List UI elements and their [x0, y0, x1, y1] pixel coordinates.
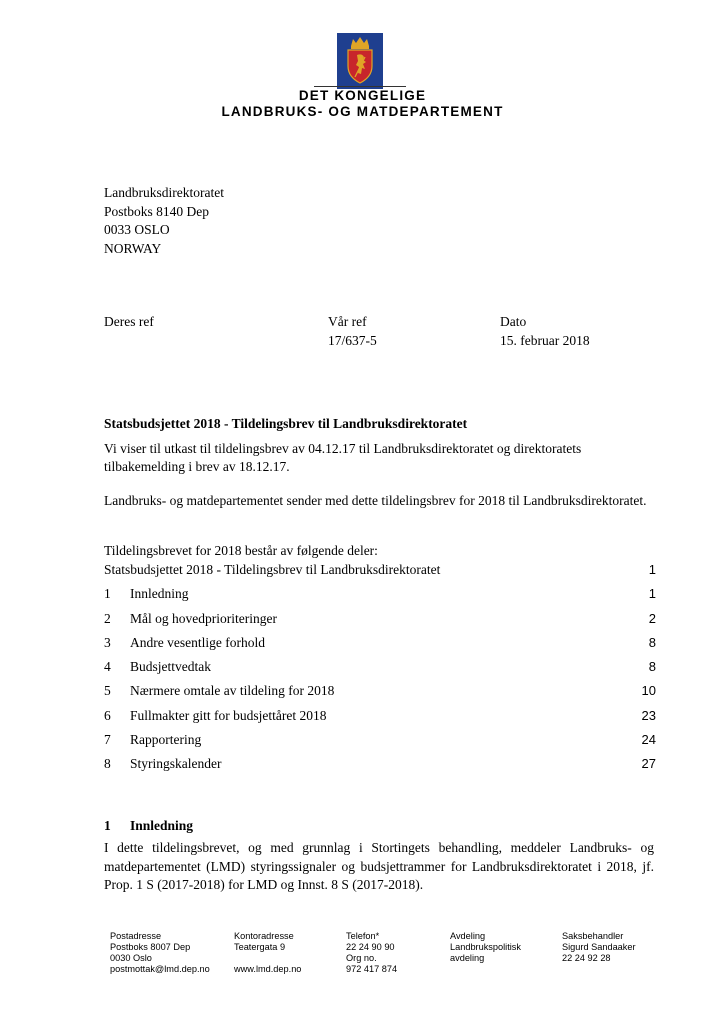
footer-value — [234, 953, 301, 964]
toc-row[interactable] — [104, 755, 656, 779]
logo-title-line1: DET KONGELIGE — [298, 88, 427, 103]
section-title: Innledning — [130, 818, 194, 833]
toc-page: 10 — [641, 683, 656, 699]
toc-title: Budsjettvedtak — [130, 659, 211, 675]
toc-title: Mål og hovedprioriteringer — [130, 610, 277, 626]
section-heading — [104, 818, 193, 834]
toc-title: Statsbudsjettet 2018 - Tildelingsbrev til Landbruksdirektoratet — [104, 562, 441, 577]
footer-value: Postboks 8007 Dep — [110, 942, 191, 952]
footer-label: Org no. — [346, 953, 377, 963]
var-ref — [328, 313, 377, 350]
toc-intro: Tildelingsbrevet for 2018 består av følgende deler: — [104, 543, 378, 558]
toc-page: 23 — [641, 707, 656, 723]
toc-page: 8 — [648, 659, 656, 675]
recipient-line: Landbruksdirektoratet — [104, 185, 224, 200]
toc-row[interactable] — [104, 658, 656, 682]
toc-number: 7 — [104, 732, 111, 748]
date — [500, 313, 590, 350]
toc-title: Rapportering — [130, 732, 202, 748]
toc-title: Styringskalender — [130, 756, 222, 772]
toc-number: 3 — [104, 634, 111, 650]
toc-number: 4 — [104, 659, 111, 675]
toc-page: 1 — [648, 586, 656, 602]
toc-page: 24 — [641, 732, 656, 748]
footer-avdeling — [450, 931, 521, 964]
recipient-line: Postboks 8140 Dep — [104, 203, 210, 219]
footer-value: Sigurd Sandaaker — [562, 942, 636, 952]
paragraph-2: Landbruks- og matdepartementet sender med dette tildelingsbrev for 2018 til Landbruksdirektoratet. — [104, 493, 647, 508]
toc-page: 2 — [648, 610, 656, 626]
footer-postadresse — [110, 931, 210, 975]
var-ref-label: Vår ref — [328, 314, 367, 329]
toc-number: 6 — [104, 707, 111, 723]
date-value: 15. februar 2018 — [500, 332, 590, 348]
recipient-line: NORWAY — [104, 240, 162, 256]
recipient-line: 0033 OSLO — [104, 222, 170, 237]
toc-row[interactable] — [104, 634, 656, 658]
deres-ref — [104, 313, 154, 332]
toc-number: 2 — [104, 610, 111, 626]
footer-value: avdeling — [450, 953, 485, 963]
deres-ref-label: Deres ref — [104, 314, 154, 329]
footer-label: Postadresse — [110, 931, 162, 941]
date-label: Dato — [500, 314, 527, 329]
toc-number: 1 — [104, 586, 111, 602]
footer-kontoradresse — [234, 931, 301, 975]
toc-row[interactable] — [104, 585, 656, 609]
footer-value: 972 417 874 — [346, 964, 398, 974]
footer-telefon — [346, 931, 397, 975]
footer-value: 22 24 92 28 — [562, 953, 611, 963]
logo-title-line2: LANDBRUKS- OG MATDEPARTEMENT — [221, 104, 504, 119]
recipient-address — [104, 184, 224, 258]
toc-row[interactable] — [104, 707, 656, 731]
logo-divider — [314, 86, 406, 87]
toc-row[interactable] — [104, 610, 656, 634]
toc-page: 8 — [648, 634, 656, 650]
footer-label: Telefon* — [346, 931, 380, 941]
toc-title: Andre vesentlige forhold — [130, 634, 265, 650]
footer-value: 22 24 90 90 — [346, 942, 395, 952]
coat-of-arms-logo — [337, 33, 383, 89]
toc-row[interactable] — [104, 561, 656, 585]
toc-row[interactable] — [104, 682, 656, 706]
section-body: I dette tildelingsbrevet, og med grunnlag i Stortingets behandling, meddeler Landbruks- og matdepartementet (LMD) styringssignaler og budsjettrammer for Landbruksdirektoratet i 2018, jf. Prop. 1 S (2017-2018) for LMD og Innst. 8 S (2017-2018). — [104, 840, 654, 892]
footer-email[interactable]: postmottak@lmd.dep.no — [110, 964, 210, 974]
toc-title: Fullmakter gitt for budsjettåret 2018 — [130, 707, 327, 723]
footer-label: Avdeling — [450, 931, 486, 941]
toc-page: 1 — [648, 562, 656, 577]
footer-value: 0030 Oslo — [110, 953, 152, 963]
footer-label: Kontoradresse — [234, 931, 294, 941]
toc-page: 27 — [641, 756, 656, 772]
var-ref-value: 17/637-5 — [328, 332, 377, 348]
footer-label: Saksbehandler — [562, 931, 624, 941]
toc-row[interactable] — [104, 731, 656, 755]
footer-saksbehandler — [562, 931, 636, 964]
letter-subject: Statsbudsjettet 2018 - Tildelingsbrev til Landbruksdirektoratet — [104, 416, 468, 431]
toc-number: 5 — [104, 683, 111, 699]
paragraph-1: Vi viser til utkast til tildelingsbrev av 04.12.17 til Landbruksdirektoratet og direktoratets tilbakemelding i brev av 18.12.17. — [104, 441, 582, 474]
table-of-contents — [104, 561, 656, 780]
footer-website[interactable]: www.lmd.dep.no — [234, 964, 302, 974]
footer-value: Landbrukspolitisk — [450, 942, 521, 952]
toc-title: Innledning — [130, 586, 189, 602]
toc-number: 8 — [104, 756, 111, 772]
section-number: 1 — [104, 818, 111, 833]
toc-title: Nærmere omtale av tildeling for 2018 — [130, 683, 335, 699]
footer-value: Teatergata 9 — [234, 942, 286, 952]
